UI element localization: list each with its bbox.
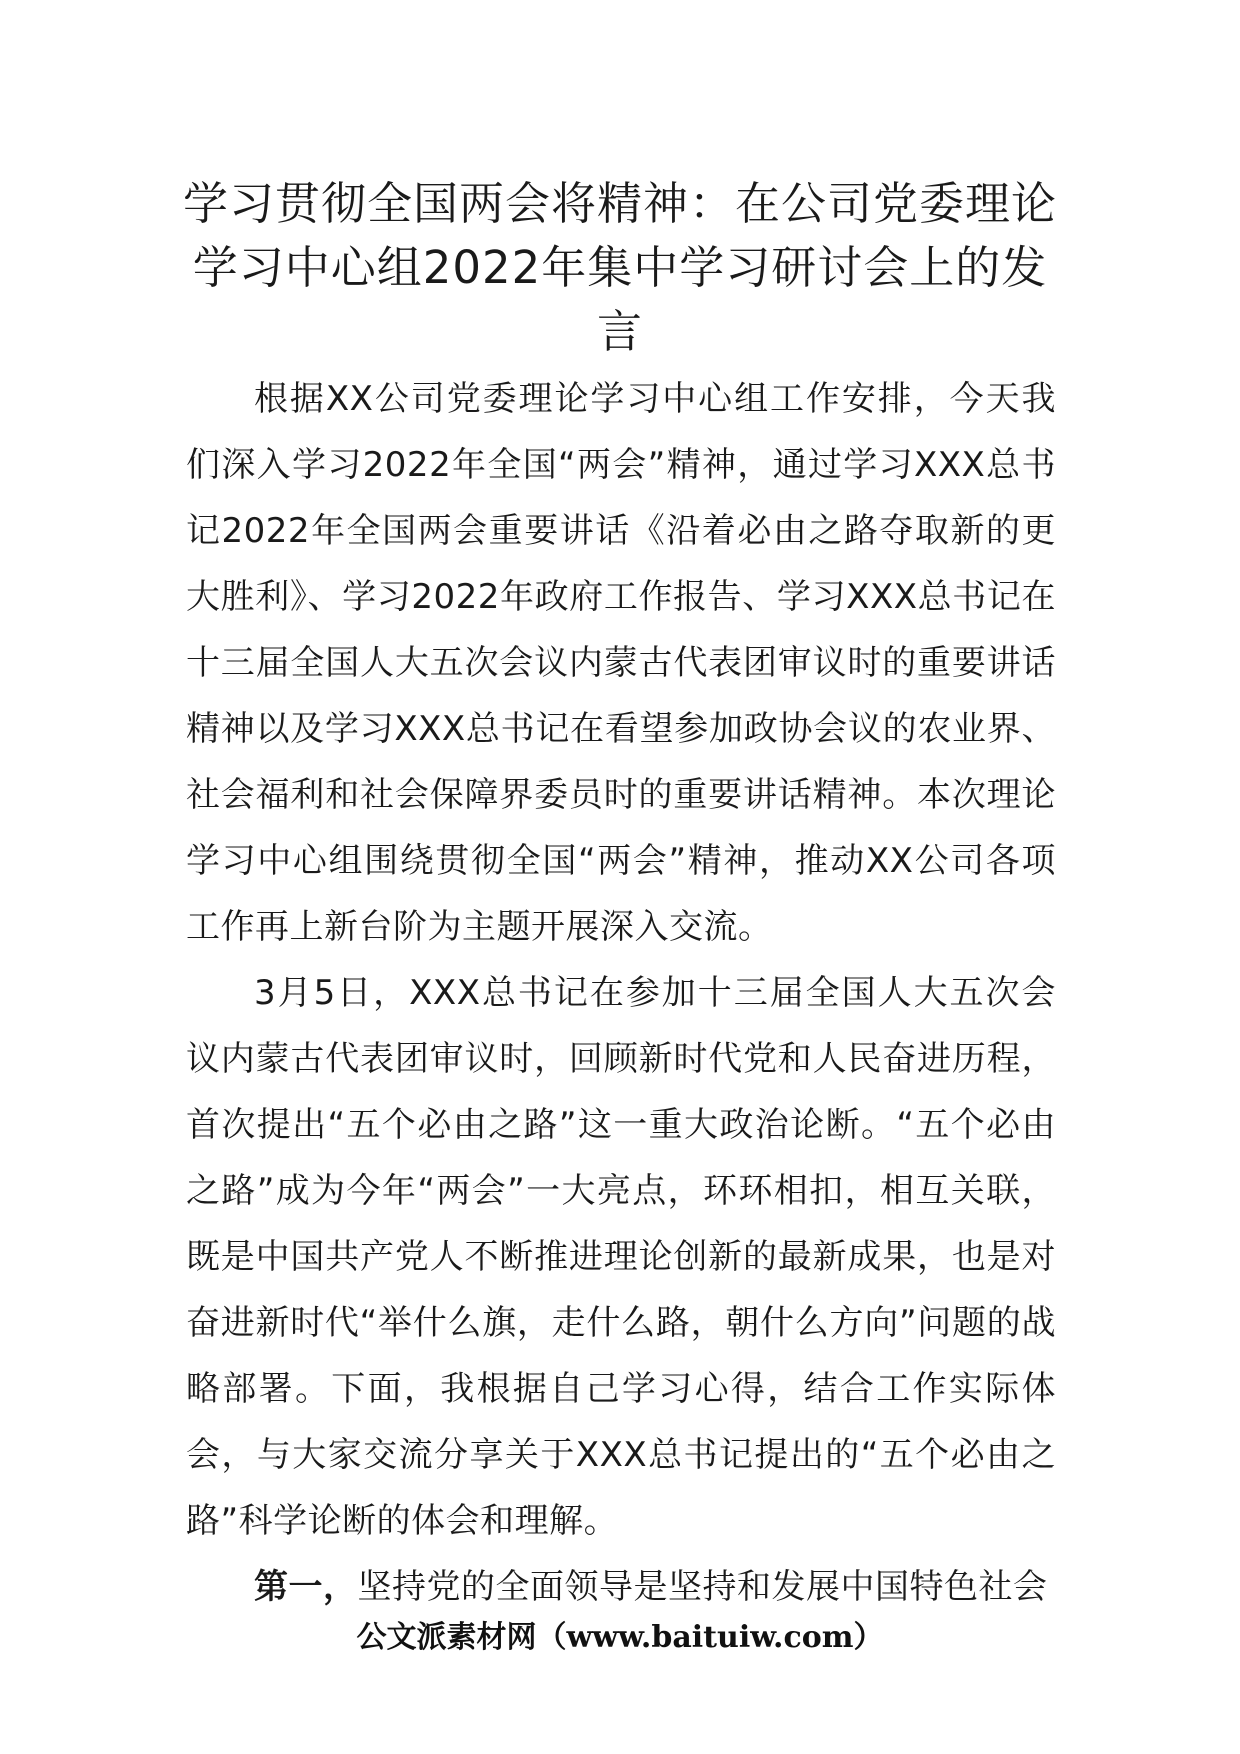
footer-watermark: 公文派素材网（www.baituiw.com） [356,1620,884,1655]
point-one-lead: 第一， [254,1567,358,1607]
paragraph-five-paths: 3月5日，XXX总书记在参加十三届全国人大五次会议内蒙古代表团审议时，回顾新时代党和人民奋进历程，首次提出“五个必由之路”这一重大政治论断。“五个必由之路”成为今年“两会”一大亮点，环环相扣，相互关联，既是中国共产党人不断推进理论创新的最新成果，也是对奋进新时代“举什么旗，走什么路，朝什么方向”问题的战略部署。下面，我根据自己学习心得，结合工作实际体会，与大家交流分享关于XXX总书记提出的“五个必由之路”科学论断的体会和理解。 [186,973,1056,1541]
document-title: 学习贯彻全国两会将精神：在公司党委理论学习中心组2022年集中学习研讨会上的发言 [182,177,1057,358]
paragraph-point-one [186,1554,1056,1620]
paragraph-intro: 根据XX公司党委理论学习中心组工作安排，今天我们深入学习2022年全国“两会”精神，通过学习XXX总书记2022年全国两会重要讲话《沿着必由之路夺取新的更大胜利》、学习2022年政府工作报告、学习XXX总书记在十三届全国人大五次会议内蒙古代表团审议时的重要讲话精神以及学习XXX总书记在看望参加政协会议的农业界、社会福利和社会保障界委员时的重要讲话精神。本次理论学习中心组围绕贯彻全国“两会”精神，推动XX公司各项工作再上新台阶为主题开展深入交流。 [186,379,1056,947]
document-body [186,366,1056,1620]
point-one-text: 坚持党的全面领导是坚持和发展中国特色社会 [357,1567,1048,1607]
